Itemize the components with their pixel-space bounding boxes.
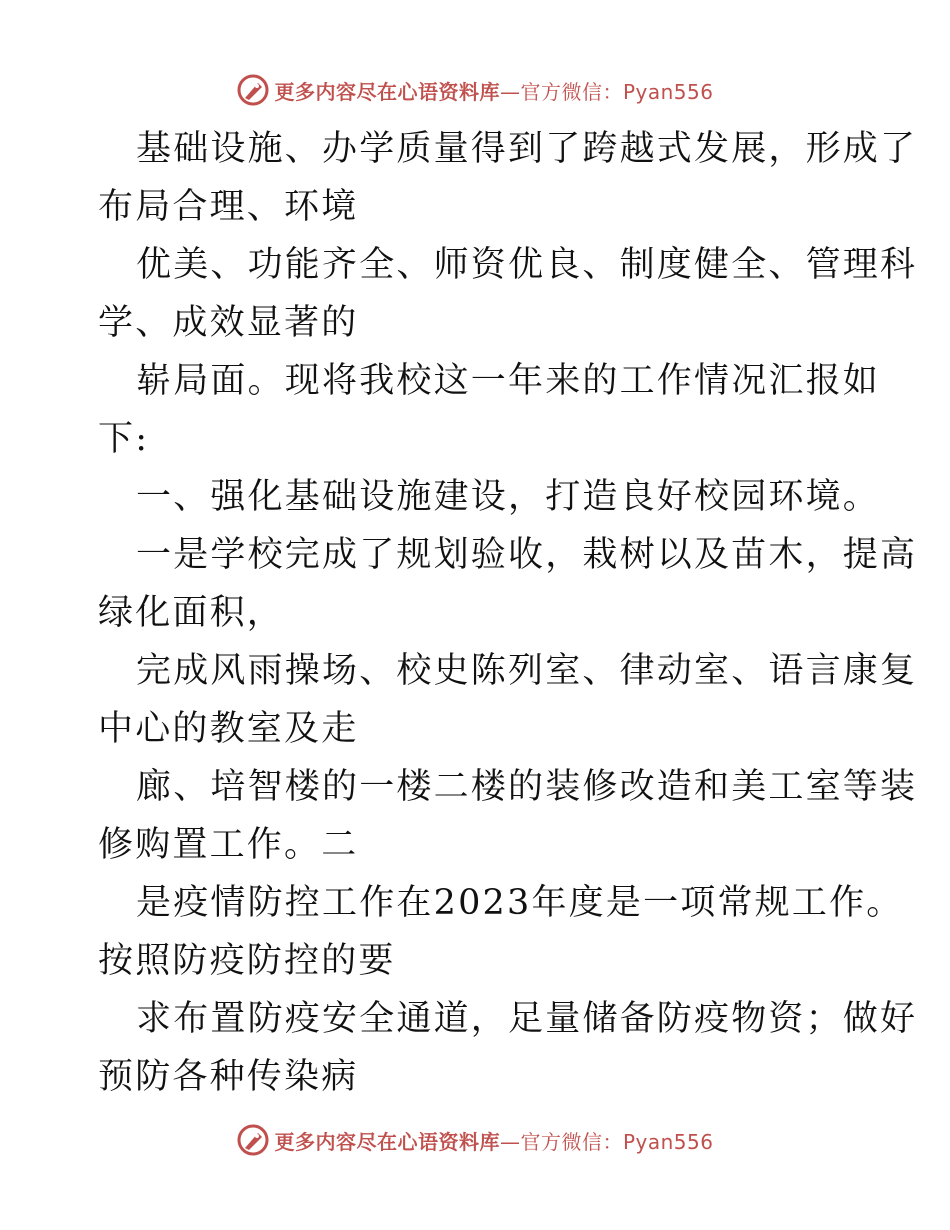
banner-title: 更多内容尽在心语资料库	[274, 79, 500, 104]
paragraph-line: 是疫情防控工作在2023年度是一项常规工作。	[136, 883, 904, 923]
paragraph-line: 基础设施、办学质量得到了跨越式发展，形成了	[136, 129, 918, 169]
paragraph-line: 优美、功能齐全、师资优良、制度健全、管理科	[136, 245, 918, 285]
section-heading: 一、强化基础设施建设，打造良好校园环境。	[136, 477, 881, 517]
paragraph-line: 中心的教室及走	[98, 709, 359, 749]
paragraph-line: 布局合理、环境	[98, 187, 359, 227]
paragraph-line: 按照防疫防控的要	[98, 941, 396, 981]
paragraph-line: 完成风雨操场、校史陈列室、律动室、语言康复	[136, 651, 918, 691]
paragraph-line: 求布置防疫安全通道，足量储备防疫物资；做好	[136, 999, 918, 1039]
banner-text	[274, 1126, 713, 1155]
paragraph-line: 崭局面。现将我校这一年来的工作情况汇报如	[136, 361, 881, 401]
paragraph-line: 预防各种传染病	[98, 1057, 359, 1097]
banner-dash: —	[499, 1129, 521, 1154]
paragraph-line: 下:	[98, 419, 150, 459]
banner-wechat: 官方微信：Pyan556	[520, 79, 714, 104]
pen-nib-circle-icon	[236, 73, 270, 107]
header-banner	[0, 70, 950, 110]
banner-title: 更多内容尽在心语资料库	[274, 1129, 500, 1154]
paragraph-line: 廊、培智楼的一楼二楼的装修改造和美工室等装	[136, 767, 918, 807]
banner-wechat: 官方微信：Pyan556	[520, 1129, 714, 1154]
paragraph-line: 绿化面积，	[98, 593, 285, 633]
banner-text	[274, 76, 713, 105]
paragraph-line: 修购置工作。二	[98, 825, 359, 865]
pen-nib-circle-icon	[236, 1123, 270, 1157]
document-body	[98, 120, 918, 1106]
paragraph-line: 学、成效显著的	[98, 303, 359, 343]
header-banner-inner	[236, 73, 713, 107]
banner-dash: —	[499, 79, 521, 104]
footer-banner	[0, 1120, 950, 1160]
footer-banner-inner	[236, 1123, 713, 1157]
paragraph-line: 一是学校完成了规划验收，栽树以及苗木，提高	[136, 535, 918, 575]
